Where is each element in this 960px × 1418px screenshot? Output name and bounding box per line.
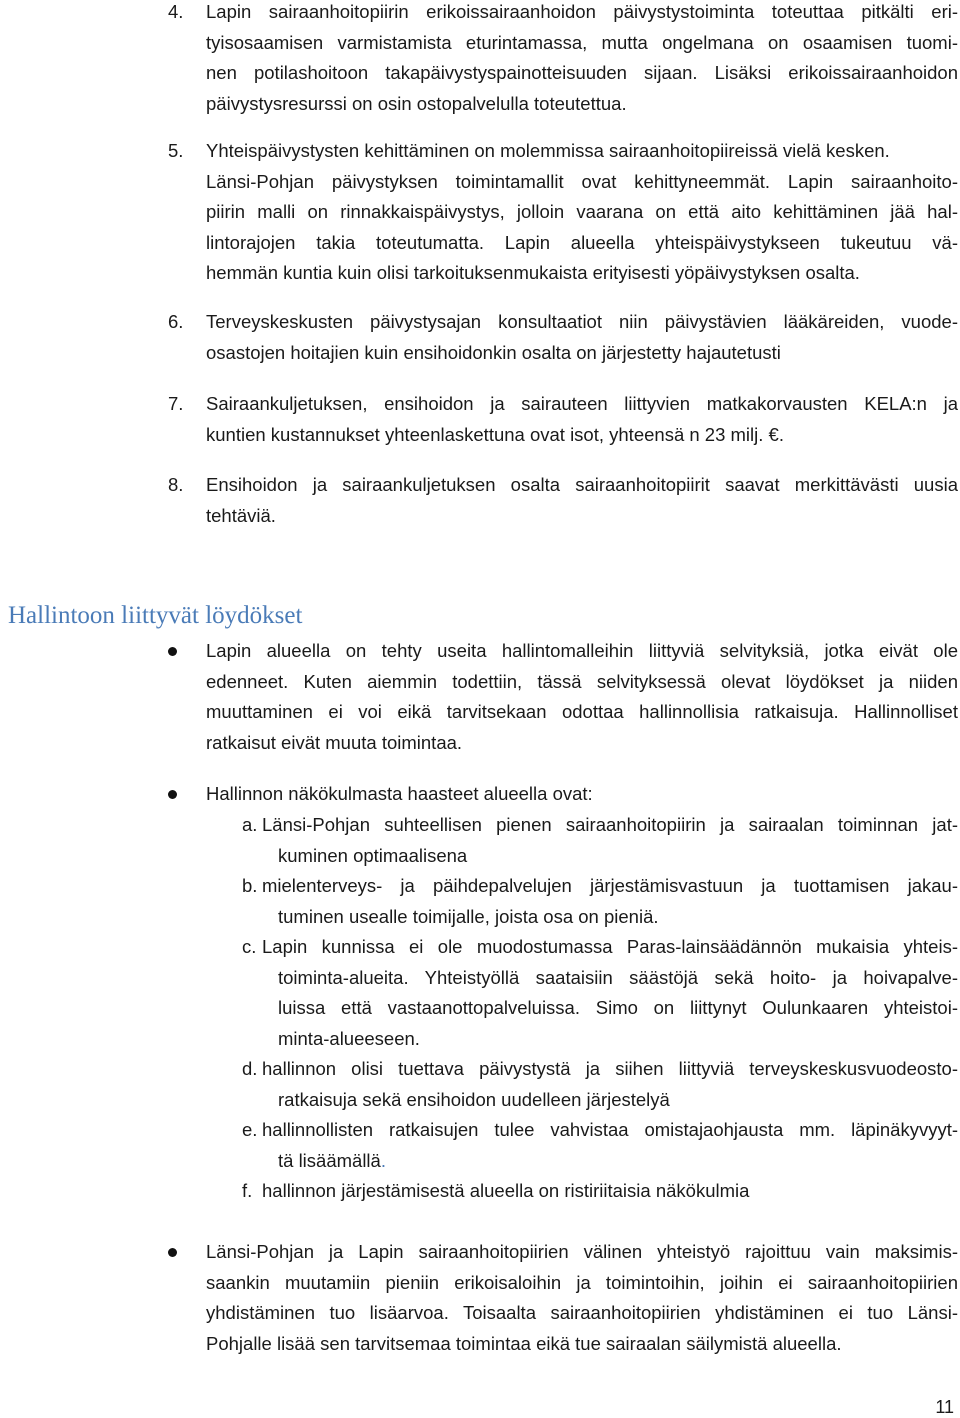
text-line: tuminen usealle toimijalle, joista osa on pieniä. [278,905,659,927]
bullet-text [206,636,958,758]
text-line: piirin malli on rinnakkaispäivystys, jolloin vaarana on että aito kehittäminen jää hal- [206,201,958,222]
text-line: edenneet. Kuten aiemmin todettiin, tässä selvityksessä olevat löydökset ja niiden [206,670,958,692]
text-line: Lapin sairaanhoitopiirin erikoissairaanhoidon päivystystoiminta toteuttaa pitkälti eri- [206,1,958,22]
sub-item-text [262,810,958,871]
text-line: kuntien kustannukset yhteenlaskettuna ovat isot, yhteensä n 23 milj. €. [206,423,784,445]
text-line: yhdistäminen tuo lisäarvoa. Toisaalta sairaanhoitopiirien yhdistäminen ei tuo Länsi- [206,1302,958,1323]
sub-item-letter: a. [242,814,258,835]
text-line: hallinnon järjestämisestä alueella on ristiriitaisia näkökulmia [262,1180,750,1201]
sub-item-letter: b. [242,875,258,896]
item-text [206,389,958,450]
text-line [262,1146,958,1177]
text-line: Pohjalle lisää sen tarvitsemaa toimintaa eikä tue sairaalan säilymistä alueella. [206,1332,842,1354]
item-text [206,0,958,119]
text-line: Hallinnon näkökulmasta haasteet alueella ovat: [206,783,593,804]
item-number: 7. [168,393,184,414]
item-text [206,136,958,289]
bullet-text [206,1237,958,1359]
text-line: Länsi-Pohjan suhteellisen pienen sairaanhoitopiirin ja sairaalan toiminnan jat- [262,814,958,835]
item-text [206,307,958,368]
bullet-icon [168,790,177,799]
text-line: minta-alueeseen. [278,1027,420,1049]
text-line: ratkaisuja sekä ensihoidon uudelleen järjestelyä [278,1088,670,1110]
text-line: Lapin kunnissa ei ole muodostumassa Paras-lainsäädännön mukaisia yhteis- [262,936,958,957]
text-line: päivystysresurssi on osin ostopalvelulla toteutettua. [206,92,627,114]
item-text [206,470,958,531]
text-line: Länsi-Pohjan päivystyksen toimintamallit ovat kehittyneemmät. Lapin sairaanhoito- [206,170,958,192]
item-number: 4. [168,1,184,22]
text-line: ratkaisut eivät muuta toimintaa. [206,731,463,753]
text-line: saankin muutamiin pieniin erikoisaloihin ja toimintoihin, joihin ei sairaanhoitopiirien [206,1271,958,1293]
sub-item-letter: c. [242,936,257,957]
text-line: muuttaminen ei voi eikä tarvitsekaan odottaa hallinnollisia ratkaisuja. Hallinnolliset [206,701,958,722]
text-line: Yhteispäivystysten kehittäminen on molemmissa sairaanhoitopiireissä vielä kesken. [206,140,890,161]
text-line: hemmän kuntia kuin olisi tarkoituksenmukaista erityisesti yöpäivystyksen osalta. [206,262,860,283]
sub-item-letter: d. [242,1058,258,1079]
text-line: hallinnollisten ratkaisujen tulee vahvistaa omistajaohjausta mm. läpinäkyvyyt- [262,1119,958,1140]
sub-item-text [262,1115,958,1176]
bullet-icon [168,1248,177,1257]
sub-item-text [262,1054,958,1115]
item-number: 5. [168,140,184,161]
page-number: 11 [935,1397,954,1417]
section-heading: Hallintoon liittyvät löydökset [8,602,303,629]
sub-item-text [262,1176,958,1207]
text-line: tyisosaamisen varmistamista eturintamassa, mutta ongelmana on osaamisen tuomi- [206,31,958,53]
bullet-icon [168,647,177,656]
bullet-text [206,779,958,810]
item-number: 8. [168,474,184,495]
sub-item-letter: f. [242,1180,253,1201]
text-line: tehtäviä. [206,504,276,526]
sub-item-text [262,871,958,932]
trailing-mark: . [380,1149,386,1171]
text-line: Länsi-Pohjan ja Lapin sairaanhoitopiirien välinen yhteistyö rajoittuu vain maksimis- [206,1241,958,1262]
text-line: Ensihoidon ja sairaankuljetuksen osalta sairaanhoitopiirit saavat merkittävästi uusia [206,474,958,495]
text-line: osastojen hoitajien kuin ensihoidonkin osalta on järjestetty hajautetusti [206,341,781,363]
text-line: mielenterveys- ja päihdepalvelujen järjestämisvastuun ja tuottamisen jakau- [262,875,958,896]
text-line: kuminen optimaalisena [278,844,468,866]
text-line: Lapin alueella on tehty useita hallintomalleihin liittyviä selvityksiä, jotka eivät ole [206,640,958,661]
text-line-content: tä lisäämällä [278,1149,381,1171]
text-line: lintorajojen takia toteutumatta. Lapin alueella yhteispäivystykseen tukeutuu vä- [206,231,958,253]
sub-item-letter: e. [242,1119,258,1140]
text-line: hallinnon olisi tuettava päivystystä ja siihen liittyviä terveyskeskusvuodeosto- [262,1058,958,1079]
sub-item-text [262,932,958,1054]
text-line: toiminta-alueita. Yhteistyöllä saataisiin säästöjä sekä hoito- ja hoivapalve- [278,966,958,988]
item-number: 6. [168,311,184,332]
text-line: luissa että vastaanottopalveluissa. Simo on liittynyt Oulunkaaren yhteistoi- [278,997,958,1018]
text-line: Sairaankuljetuksen, ensihoidon ja sairauteen liittyvien matkakorvausten KELA:n ja [206,393,958,414]
text-line: nen potilashoitoon takapäivystyspainotteisuuden sijaan. Lisäksi erikoissairaanhoidon [206,62,958,83]
text-line: Terveyskeskusten päivystysajan konsultaatiot niin päivystävien lääkäreiden, vuode- [206,311,958,332]
